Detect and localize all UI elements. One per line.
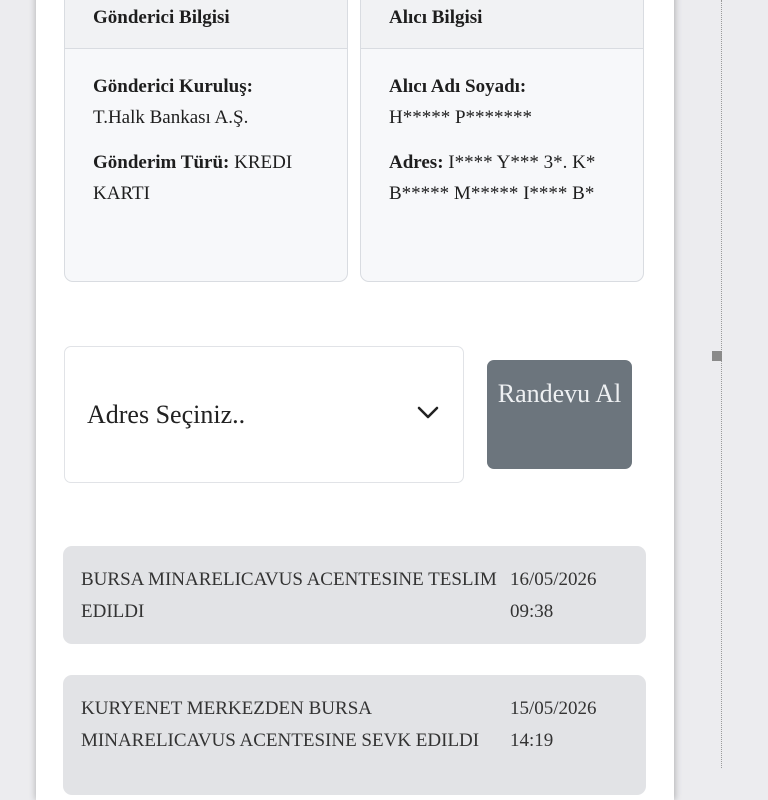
receiver-name-value: H***** P*******: [389, 107, 533, 128]
receiver-address-value: I**** Y*** 3*. K* B***** M***** I**** B*: [389, 152, 596, 204]
page-edge-guide: [721, 0, 722, 768]
send-type-value: KREDI KARTI: [93, 152, 293, 204]
receiver-name-label: Alıcı Adı Soyadı:: [389, 76, 527, 97]
tracking-item: [63, 675, 646, 795]
sender-org-label: Gönderici Kuruluş:: [93, 76, 253, 97]
tracking-description: KURYENET MERKEZDEN BURSA MINARELICAVUS ACENTESINE SEVK EDILDI: [81, 698, 480, 751]
chevron-down-icon: [415, 403, 441, 423]
sender-info-card: [64, 0, 348, 282]
receiver-info-card: [360, 0, 644, 282]
address-select[interactable]: [64, 346, 464, 483]
tracking-time: 14:19: [510, 730, 554, 751]
receiver-info-title: Alıcı Bilgisi: [361, 0, 643, 49]
resize-handle[interactable]: [712, 351, 722, 361]
tracking-item: [63, 546, 646, 644]
appointment-button[interactable]: Randevu Al: [487, 360, 632, 469]
tracking-time: 09:38: [510, 601, 554, 622]
tracking-date: 16/05/2026: [510, 569, 597, 590]
address-select-value: Adres Seçiniz..: [87, 400, 246, 429]
sender-info-title: Gönderici Bilgisi: [65, 0, 347, 49]
tracking-date: 15/05/2026: [510, 698, 597, 719]
receiver-address-label: Adres:: [389, 152, 444, 173]
sender-org-value: T.Halk Bankası A.Ş.: [93, 107, 249, 128]
tracking-description: BURSA MINARELICAVUS ACENTESINE TESLIM EDILDI: [81, 569, 497, 622]
send-type-label: Gönderim Türü:: [93, 152, 230, 173]
